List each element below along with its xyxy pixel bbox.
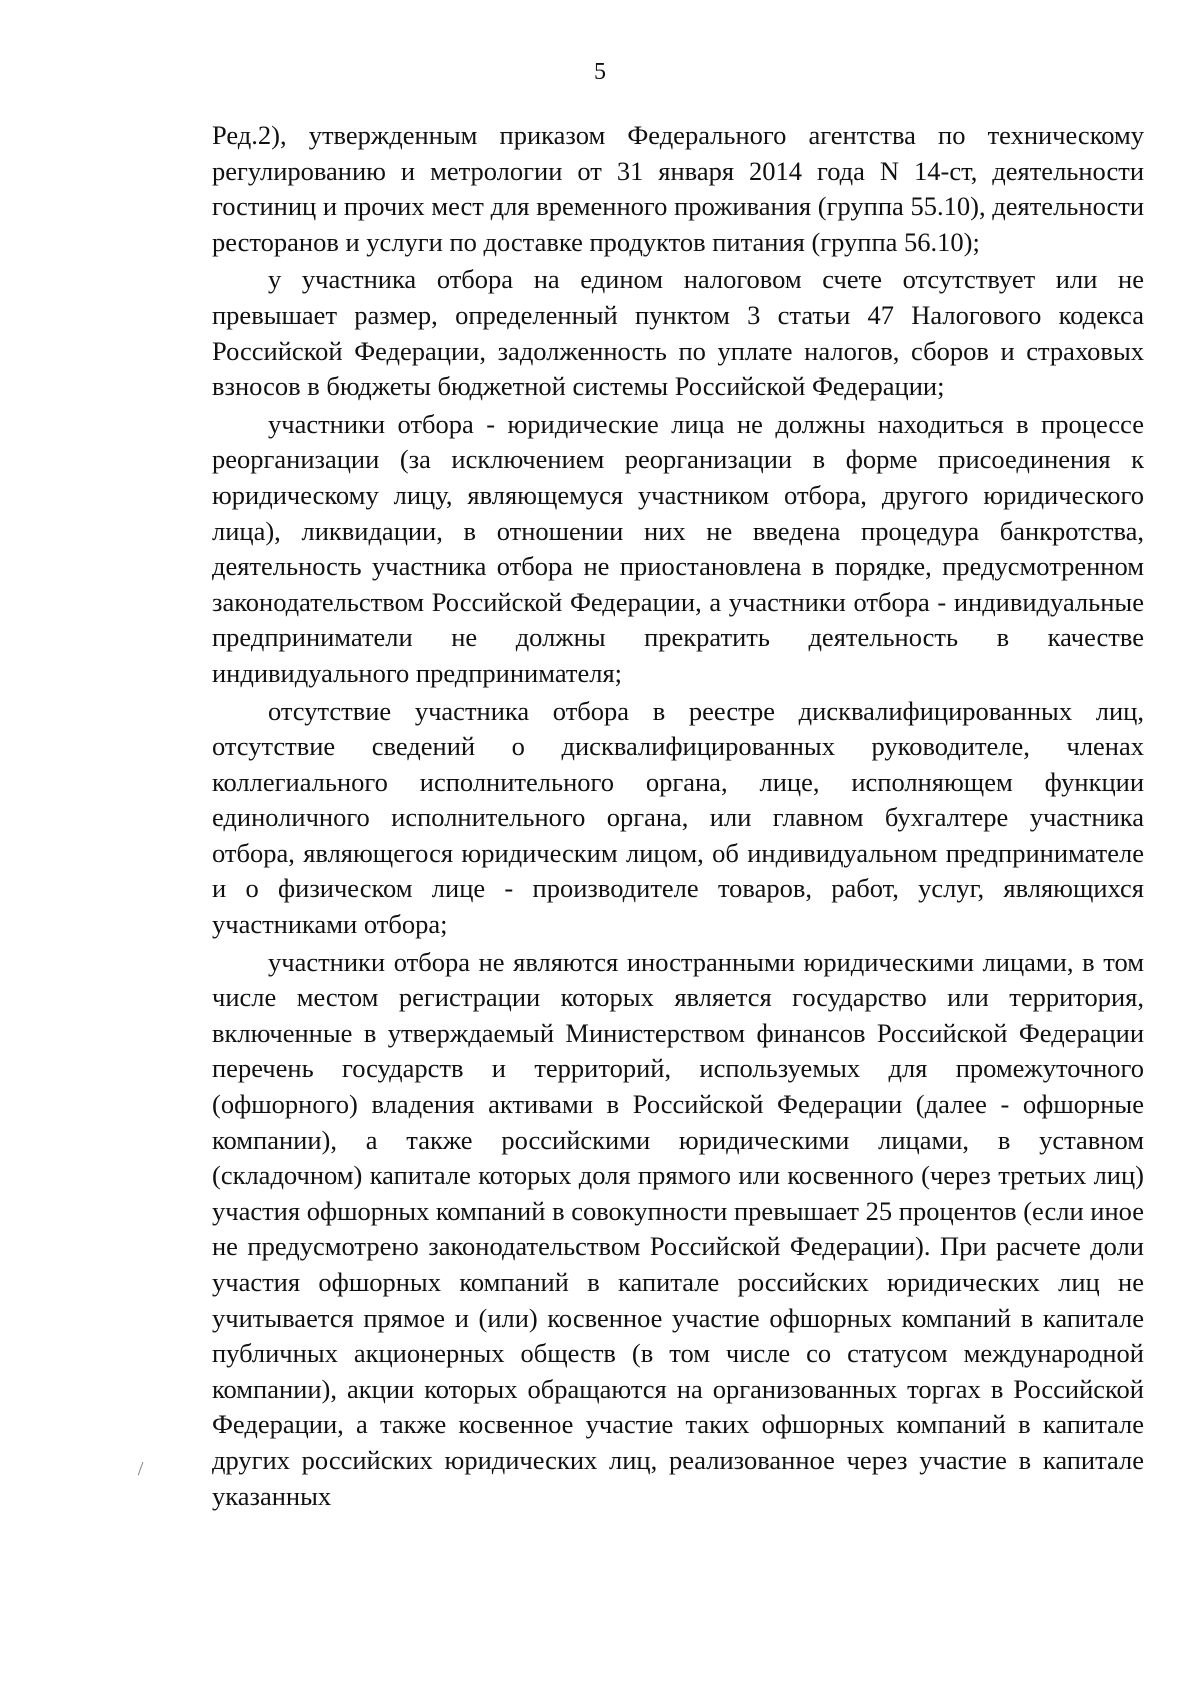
paragraph-reorganization: участники отбора - юридические лица не должны находиться в процессе реорганизации (за исключением реорганизации в форме присоединения к юридическому лицу, являющемуся участником отбора, другого юридического лица), ликвидации, в отношении них не введена процедура банкротства, деятельность участника отбора не приостановлена в порядке, предусмотренном законодательством Российской Федерации, а участники отбора - индивидуальные предприниматели не должны прекратить деятельность в качестве индивидуального предпринимателя; [212,408,1144,688]
paragraph-disqualified-persons: отсутствие участника отбора в реестре дисквалифицированных лиц, отсутствие сведений о дисквалифицированных руководителе, членах коллегиального исполнительного органа, лице, исполняющем функции единоличного исполнительного органа, или главном бухгалтере участника отбора, являющегося юридическим лицом, об индивидуальном предпринимателе и о физическом лице - производителе товаров, работ, услуг, являющихся участниками отбора; [212,695,1144,940]
page-number: 5 [594,59,606,85]
paragraph-continuation: Ред.2), утвержденным приказом Федерального агентства по техническому регулированию и метрологии от 31 января 2014 года N 14-ст, деятельности гостиниц и прочих мест для временного проживания (группа 55.10), деятельности ресторанов и услуги по доставке продуктов питания (группа 56.10); [212,120,1144,257]
stray-pen-mark [138,1462,146,1476]
paragraph-tax-debt: у участника отбора на едином налоговом счете отсутствует или не превышает размер, определенный пунктом 3 статьи 47 Налогового кодекса Российской Федерации, задолженность по уплате налогов, сборов и страховых взносов в бюджеты бюджетной системы Российской Федерации; [212,264,1144,402]
document-body [212,118,1144,1516]
paragraph-offshore-companies: участники отбора не являются иностранными юридическими лицами, в том числе местом регистрации которых является государство или территория, включенные в утверждаемый Министерством финансов Российской Федерации перечень государств и территорий, используемых для промежуточного (офшорного) владения активами в Российской Федерации (далее - офшорные компании), а также российскими юридическими лицами, в уставном (складочном) капитале которых доля прямого или косвенного (через третьих лиц) участия офшорных компаний в совокупности превышает 25 процентов (если иное не предусмотрено законодательством Российской Федерации). При расчете доли участия офшорных компаний в капитале российских юридических лиц не учитывается прямое и (или) косвенное участие офшорных компаний в капитале публичных акционерных обществ (в том числе со статусом международной компании), акции которых обращаются на организованных торгах в Российской Федерации, а также косвенное участие таких офшорных компаний в капитале других российских юридических лиц, реализованное через участие в капитале указанных [212,946,1144,1511]
